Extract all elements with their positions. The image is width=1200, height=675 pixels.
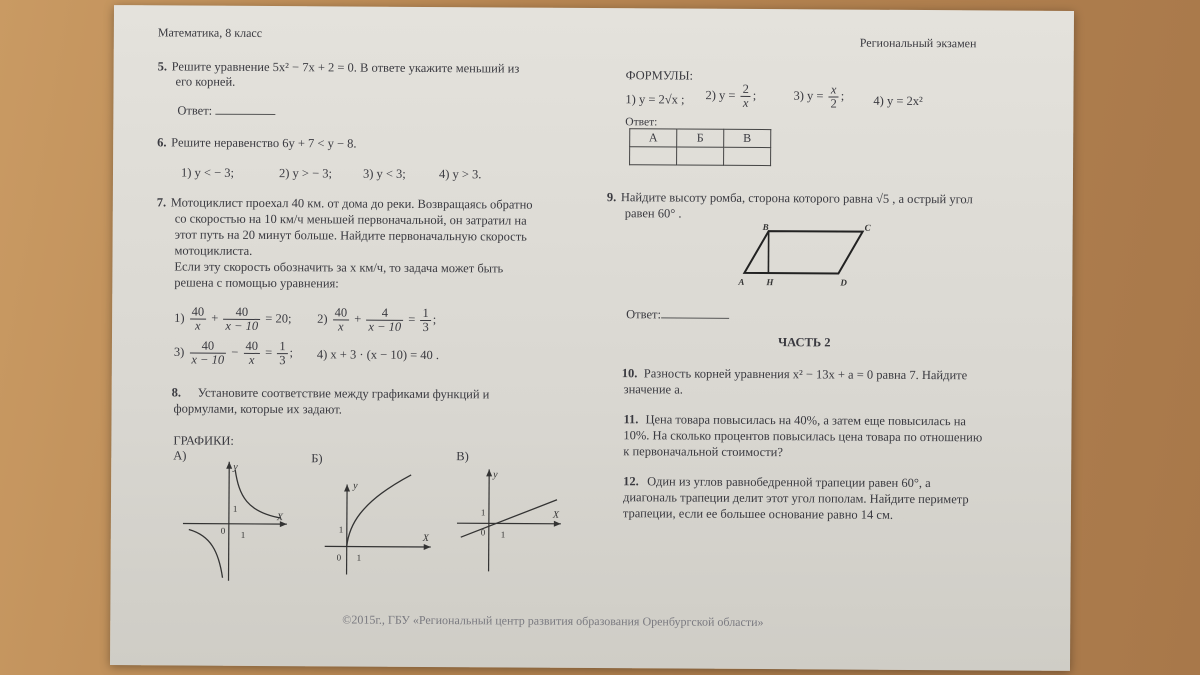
q7-line-6: решена с помощью уравнения:	[174, 275, 339, 291]
svg-text:A: A	[738, 276, 745, 287]
svg-text:C: C	[864, 222, 871, 233]
q12-text-line1: Один из углов равнобедренной трапеции равен 60°, а	[647, 474, 931, 491]
q6-option-3: 3) y < 3;	[362, 166, 406, 181]
q9-answer	[626, 306, 729, 323]
q7-line-3: этот путь на 20 минут больше. Найдите первоначальную скорость	[174, 227, 527, 244]
q6-number: 6.	[157, 135, 167, 150]
svg-text:y: y	[233, 461, 238, 473]
q10-number: 10.	[621, 366, 638, 381]
q5-answer	[177, 102, 275, 119]
formula-4: 4) y = 2x²	[873, 93, 923, 109]
svg-text:0: 0	[336, 552, 342, 563]
formulas-title: ФОРМУЛЫ:	[625, 68, 694, 83]
answer-cell-a[interactable]	[630, 147, 677, 165]
q7-number: 7.	[156, 195, 167, 210]
q11-number: 11.	[623, 412, 639, 427]
svg-text:X: X	[552, 509, 560, 521]
graph-a-hyperbola	[182, 456, 293, 587]
q11-text-line1: Цена товара повысилась на 40%, а затем еще повысилась на	[645, 412, 967, 429]
svg-text:1: 1	[480, 507, 486, 518]
q12-text-line2: диагональ трапеции делит этот угол пополам. Найдите периметр	[622, 490, 969, 507]
q7-opt1-frac2: $\frac{40}{x - 10}$	[223, 306, 260, 333]
formulas-answer-label: Ответ:	[625, 116, 658, 129]
graph-b-label: Б)	[311, 451, 323, 466]
q5-text-line1: Решите уравнение 5x² − 7x + 2 = 0. В ответе укажите меньший из	[171, 59, 520, 76]
q7-option-1: 1) $\frac{40}{x}$ + $\frac{40}{x - 10}$ = 20;	[174, 304, 292, 333]
formula-2: 2) y = $\frac{2}{x}$ ;	[705, 81, 757, 110]
svg-text:X: X	[422, 532, 429, 545]
q8-text-line1: Установите соответствие между графиками функций и	[197, 385, 490, 402]
answer-header-a: А	[630, 129, 677, 147]
q7-line-1: Мотоциклист проехал 40 км. от дома до реки. Возвращаясь обратно	[170, 195, 533, 212]
q11-text-line3: к первоначальной стоимости?	[623, 444, 783, 460]
svg-text:D: D	[840, 277, 847, 288]
q8-text-line2: формулами, которые их задают.	[173, 401, 342, 417]
part2-title: ЧАСТЬ 2	[777, 335, 831, 350]
svg-text:0: 0	[220, 525, 226, 536]
graph-b-sqrt	[323, 468, 439, 579]
q10-text-line1: Разность корней уравнения x² − 13x + a = 0 равна 7. Найдите	[643, 366, 968, 383]
q7-opt1-frac1: $\frac{40}{x}$	[190, 306, 207, 333]
svg-text:1: 1	[338, 524, 344, 535]
answer-header-b: Б	[677, 129, 724, 147]
q9-answer-label: Ответ:	[626, 307, 662, 322]
q7-line-4: мотоциклиста.	[174, 243, 253, 258]
svg-text:1: 1	[240, 529, 246, 540]
q7-option-4: 4) x + 3 · (x − 10) = 40 .	[316, 347, 440, 363]
answer-cell-v[interactable]	[724, 147, 771, 165]
q6-option-4: 4) y > 3.	[438, 167, 482, 182]
q11-text-line2: 10%. На сколько процентов повысилась цена товара по отношению	[623, 428, 983, 445]
footer-copyright: ©2015г., ГБУ «Региональный центр развития образования Оренбургской области»	[342, 612, 764, 630]
svg-text:1: 1	[500, 529, 506, 540]
q12-number: 12.	[623, 474, 639, 489]
formula-3: 3) y = $\frac{x}{2}$ ;	[793, 82, 845, 111]
graph-a-label: А)	[173, 448, 187, 463]
svg-text:1: 1	[356, 552, 362, 563]
header-subject: Математика, 8 класс	[157, 25, 263, 40]
exam-sheet	[110, 5, 1074, 671]
svg-text:H: H	[766, 277, 774, 288]
q7-option-3: 3) $\frac{40}{x - 10}$ − $\frac{40}{x}$ = $\frac{1}{3}$ ;	[173, 338, 294, 368]
q10-text-line2: значение a.	[623, 382, 683, 397]
q9-text-line1: Найдите высоту ромба, сторона которого равна √5 , а острый угол	[620, 190, 973, 207]
svg-text:B: B	[762, 222, 769, 233]
svg-text:y: y	[353, 480, 358, 492]
q9-number: 9.	[606, 190, 617, 205]
q9-answer-field[interactable]	[661, 306, 729, 318]
rhombus-diagram	[732, 221, 882, 292]
q5-answer-field[interactable]	[215, 103, 275, 115]
q7-line-2: со скоростью на 10 км/ч меньшей первоначальной, он затратил на	[174, 211, 527, 228]
q8-graphs-title: ГРАФИКИ:	[173, 433, 234, 448]
graph-v-linear	[457, 465, 568, 576]
graph-v-label: В)	[456, 449, 469, 464]
answer-table	[629, 128, 771, 166]
svg-text:1: 1	[232, 503, 238, 514]
q8-number: 8.	[171, 385, 182, 400]
q6-text: Решите неравенство 6y + 7 < y − 8.	[171, 135, 357, 151]
answer-cell-b[interactable]	[677, 147, 724, 165]
svg-text:X: X	[276, 512, 284, 524]
q5-text-line2: его корней.	[175, 74, 236, 89]
q5-answer-label: Ответ:	[177, 103, 213, 118]
q7-option-2: 2) $\frac{40}{x}$ + $\frac{4}{x - 10}$ = $\frac{1}{3}$ ;	[317, 305, 437, 335]
q9-text-line2: равен 60° .	[624, 206, 682, 221]
header-exam: Региональный экзамен	[859, 35, 977, 51]
q12-text-line3: трапеции, если ее большее основание равно 14 см.	[622, 506, 894, 522]
svg-text:0: 0	[480, 527, 486, 538]
answer-header-v: В	[724, 129, 771, 147]
q7-line-5: Если эту скорость обозначить за x км/ч, то задача может быть	[174, 259, 504, 276]
svg-text:y: y	[493, 469, 498, 481]
formula-1: 1) y = 2√x ;	[625, 92, 685, 107]
q5-number: 5.	[157, 59, 168, 74]
q6-option-1: 1) y < − 3;	[180, 165, 235, 180]
q6-option-2: 2) y > − 3;	[278, 166, 333, 181]
